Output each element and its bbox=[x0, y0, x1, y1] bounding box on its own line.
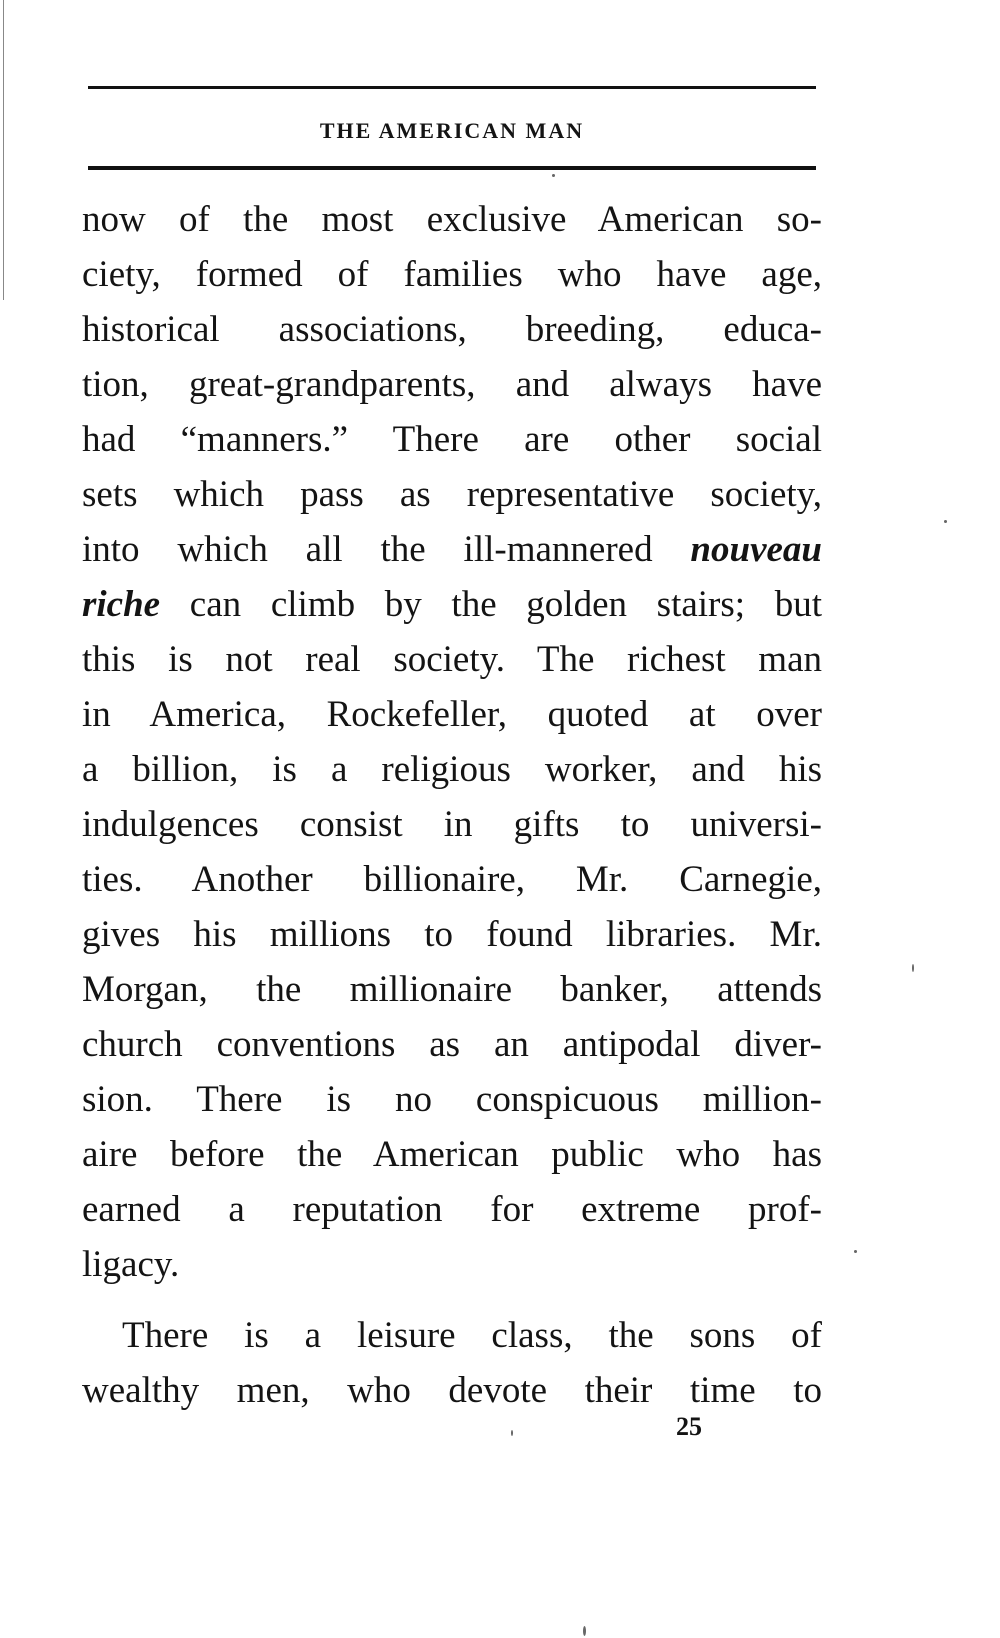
paragraph-1 bbox=[82, 192, 822, 1292]
text-segment: can climb by the golden stairs; but bbox=[189, 584, 823, 625]
text-line: gives his millions to found libraries. Mr. bbox=[82, 914, 822, 955]
text-line: a billion, is a religious worker, and his bbox=[82, 749, 822, 790]
italic-phrase: riche bbox=[82, 584, 161, 625]
running-head: THE AMERICAN MAN bbox=[319, 118, 585, 143]
text-line: had “manners.” There are other social bbox=[82, 419, 822, 460]
text-line: ligacy. bbox=[82, 1244, 180, 1285]
print-speck bbox=[912, 964, 914, 972]
header-rule-top bbox=[88, 86, 816, 89]
text-line: historical associations, breeding, educa- bbox=[82, 309, 822, 350]
text-line: ties. Another billionaire, Mr. Carnegie, bbox=[82, 859, 822, 900]
text-line: There is a leisure class, the sons of bbox=[122, 1315, 822, 1356]
print-speck bbox=[552, 174, 555, 177]
text-line: in America, Rockefeller, quoted at over bbox=[82, 694, 822, 735]
page-number: 25 bbox=[676, 1412, 702, 1441]
print-speck bbox=[511, 1430, 513, 1436]
body-text bbox=[82, 192, 822, 1418]
text-line: indulgences consist in gifts to universi- bbox=[82, 804, 822, 845]
text-line: tion, great-grandparents, and always have bbox=[82, 364, 822, 405]
text-segment: into which all the ill-mannered bbox=[82, 529, 653, 570]
text-line: ciety, formed of families who have age, bbox=[82, 254, 822, 295]
text-line: wealthy men, who devote their time to bbox=[82, 1370, 822, 1411]
text-line bbox=[82, 577, 822, 632]
header-rule-bottom bbox=[88, 166, 816, 170]
text-line bbox=[82, 522, 822, 577]
print-speck bbox=[583, 1626, 586, 1636]
text-line: Morgan, the millionaire banker, attends bbox=[82, 969, 822, 1010]
text-line: earned a reputation for extreme prof- bbox=[82, 1189, 822, 1230]
paragraph-gap bbox=[82, 1292, 822, 1308]
italic-phrase: nouveau bbox=[690, 529, 822, 570]
paragraph-2 bbox=[82, 1308, 822, 1418]
print-speck bbox=[944, 520, 947, 523]
print-speck bbox=[854, 1250, 857, 1253]
text-line: church conventions as an antipodal diver- bbox=[82, 1024, 822, 1065]
text-line: now of the most exclusive American so- bbox=[82, 199, 822, 240]
page-edge-line bbox=[3, 0, 4, 300]
text-line: this is not real society. The richest man bbox=[82, 639, 822, 680]
text-line: sion. There is no conspicuous million- bbox=[82, 1079, 822, 1120]
text-line: sets which pass as representative society, bbox=[82, 474, 822, 515]
text-line: aire before the American public who has bbox=[82, 1134, 822, 1175]
